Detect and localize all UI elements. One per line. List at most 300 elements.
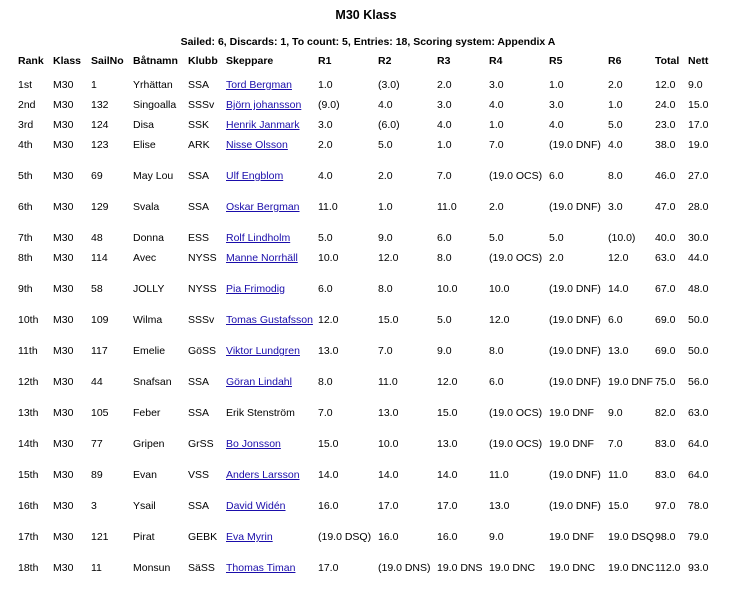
- cell-r4: 19.0 DNC: [489, 562, 536, 574]
- cell-sailno: 3: [91, 500, 97, 512]
- cell-r2: 1.0: [378, 201, 393, 213]
- skipper-link[interactable]: Eva Myrin: [226, 531, 273, 543]
- cell-r6: 14.0: [608, 283, 629, 295]
- cell-skipper: [226, 561, 318, 592]
- cell-nett: 63.0: [688, 407, 709, 419]
- cell-r4: 2.0: [489, 201, 504, 213]
- cell-sailno: 121: [91, 531, 109, 543]
- cell-club: ARK: [188, 139, 210, 151]
- cell-total: 40.0: [655, 232, 676, 244]
- skipper-link[interactable]: Pia Frimodig: [226, 283, 285, 295]
- page-title: M30 Klass: [335, 8, 397, 22]
- cell-boat: Feber: [133, 407, 161, 419]
- cell-skipper: Erik Stenström: [226, 407, 295, 419]
- cell-r3: 9.0: [437, 345, 452, 357]
- cell-r3: 17.0: [437, 500, 458, 512]
- cell-boat: Ysail: [133, 500, 156, 512]
- cell-club: NYSS: [188, 252, 217, 264]
- cell-nett: 9.0: [688, 79, 703, 91]
- cell-klass: M30: [53, 283, 74, 295]
- cell-total: 69.0: [655, 314, 676, 326]
- cell-r2: 9.0: [378, 232, 393, 244]
- cell-club: SSA: [188, 376, 210, 388]
- cell-skipper: [226, 437, 318, 468]
- cell-skipper: [226, 200, 318, 231]
- cell-r1: 7.0: [318, 407, 333, 419]
- cell-klass: M30: [53, 79, 74, 91]
- cell-r6: 6.0: [608, 314, 623, 326]
- cell-rank: 15th: [18, 469, 39, 481]
- cell-club: NYSS: [188, 283, 217, 295]
- cell-r6: 13.0: [608, 345, 629, 357]
- cell-nett: 15.0: [688, 99, 709, 111]
- cell-r3: 7.0: [437, 170, 452, 182]
- cell-nett: 78.0: [688, 500, 709, 512]
- cell-club: SSK: [188, 119, 210, 131]
- column-header-rank: Rank: [18, 55, 44, 67]
- cell-skipper: [226, 530, 318, 561]
- cell-r1: 2.0: [318, 139, 333, 151]
- cell-sailno: 48: [91, 232, 103, 244]
- cell-total: 24.0: [655, 99, 676, 111]
- series-summary: Sailed: 6, Discards: 1, To count: 5, Entries: 18, Scoring system: Appendix A: [180, 36, 556, 48]
- cell-r4: 9.0: [489, 531, 504, 543]
- skipper-link[interactable]: Oskar Bergman: [226, 201, 300, 213]
- cell-sailno: 89: [91, 469, 103, 481]
- column-header-r5: R5: [549, 55, 563, 67]
- cell-r2: 11.0: [378, 376, 398, 388]
- cell-sailno: 123: [91, 139, 109, 151]
- cell-r2: 15.0: [378, 314, 399, 326]
- cell-nett: 79.0: [688, 531, 709, 543]
- cell-rank: 7th: [18, 232, 33, 244]
- cell-klass: M30: [53, 232, 74, 244]
- cell-r4: 6.0: [489, 376, 504, 388]
- cell-skipper: [226, 313, 318, 344]
- cell-sailno: 69: [91, 170, 103, 182]
- column-header-r6: R6: [608, 55, 622, 67]
- cell-total: 12.0: [655, 79, 676, 91]
- cell-skipper: [226, 98, 318, 118]
- cell-r2: 14.0: [378, 469, 399, 481]
- cell-r1: 3.0: [318, 119, 333, 131]
- cell-nett: 44.0: [688, 252, 709, 264]
- cell-klass: M30: [53, 345, 74, 357]
- cell-club: SSSv: [188, 314, 215, 326]
- table-row: [18, 468, 722, 499]
- cell-rank: 17th: [18, 531, 39, 543]
- table-row: [18, 78, 722, 98]
- cell-club: ESS: [188, 232, 210, 244]
- cell-nett: 30.0: [688, 232, 709, 244]
- results-body: [18, 78, 722, 592]
- cell-klass: M30: [53, 99, 74, 111]
- cell-r2: 5.0: [378, 139, 393, 151]
- cell-rank: 11th: [18, 345, 38, 357]
- cell-r4: 1.0: [489, 119, 504, 131]
- cell-boat: Snafsan: [133, 376, 172, 388]
- cell-klass: M30: [53, 139, 74, 151]
- cell-club: GöSS: [188, 345, 217, 357]
- cell-total: 97.0: [655, 500, 676, 512]
- cell-r4: 4.0: [489, 99, 504, 111]
- cell-club: SSA: [188, 170, 210, 182]
- cell-r6: 12.0: [608, 252, 629, 264]
- cell-r1: 12.0: [318, 314, 339, 326]
- cell-sailno: 1: [91, 79, 97, 91]
- cell-total: 83.0: [655, 469, 676, 481]
- cell-r3: 12.0: [437, 376, 458, 388]
- cell-r3: 16.0: [437, 531, 458, 543]
- cell-r1: 4.0: [318, 170, 333, 182]
- cell-r1: 10.0: [318, 252, 339, 264]
- cell-r1: 17.0: [318, 562, 339, 574]
- skipper-link[interactable]: Tord Bergman: [226, 79, 292, 91]
- cell-r4: (19.0 OCS): [489, 170, 543, 182]
- cell-r1: (9.0): [318, 99, 340, 111]
- column-header-r2: R2: [378, 55, 392, 67]
- table-row: [18, 561, 722, 592]
- column-header-r4: R4: [489, 55, 503, 67]
- cell-rank: 6th: [18, 201, 33, 213]
- cell-nett: 27.0: [688, 170, 709, 182]
- cell-boat: Pirat: [133, 531, 155, 543]
- cell-r4: 10.0: [489, 283, 510, 295]
- cell-r5: 1.0: [549, 79, 564, 91]
- cell-boat: JOLLY: [133, 283, 165, 295]
- cell-r6: 15.0: [608, 500, 629, 512]
- cell-r3: 1.0: [437, 139, 452, 151]
- cell-r6: 9.0: [608, 407, 623, 419]
- cell-boat: Emelie: [133, 345, 166, 357]
- cell-r5: (19.0 DNF): [549, 376, 601, 388]
- cell-r2: (19.0 DNS): [378, 562, 431, 574]
- cell-sailno: 114: [91, 252, 108, 264]
- cell-total: 112.0: [655, 562, 681, 574]
- cell-r6: 3.0: [608, 201, 623, 213]
- cell-klass: M30: [53, 119, 74, 131]
- cell-nett: 64.0: [688, 438, 709, 450]
- cell-boat: Avec: [133, 252, 157, 264]
- cell-r5: (19.0 DNF): [549, 139, 601, 151]
- skipper-link[interactable]: Manne Norrhäll: [226, 252, 298, 264]
- cell-total: 47.0: [655, 201, 676, 213]
- cell-boat: Evan: [133, 469, 157, 481]
- skipper-link[interactable]: Göran Lindahl: [226, 376, 292, 388]
- table-row: [18, 231, 722, 251]
- cell-r1: (19.0 DSQ): [318, 531, 372, 543]
- cell-skipper: [226, 499, 318, 530]
- cell-r3: 5.0: [437, 314, 452, 326]
- cell-r4: 3.0: [489, 79, 504, 91]
- cell-r2: 2.0: [378, 170, 393, 182]
- cell-r3: 13.0: [437, 438, 458, 450]
- skipper-link[interactable]: Tomas Gustafsson: [226, 314, 313, 326]
- cell-skipper: [226, 118, 318, 138]
- cell-sailno: 124: [91, 119, 109, 131]
- cell-r4: 13.0: [489, 500, 510, 512]
- cell-r4: (19.0 OCS): [489, 438, 543, 450]
- column-header-skipper: Skeppare: [226, 55, 274, 67]
- cell-rank: 18th: [18, 562, 39, 574]
- cell-klass: M30: [53, 252, 74, 264]
- cell-r2: 8.0: [378, 283, 393, 295]
- skipper-link[interactable]: Viktor Lundgren: [226, 345, 300, 357]
- cell-r4: 12.0: [489, 314, 510, 326]
- cell-total: 23.0: [655, 119, 676, 131]
- cell-r5: (19.0 DNF): [549, 314, 601, 326]
- cell-total: 75.0: [655, 376, 676, 388]
- cell-total: 38.0: [655, 139, 676, 151]
- cell-club: GrSS: [188, 438, 214, 450]
- cell-nett: 56.0: [688, 376, 709, 388]
- cell-sailno: 129: [91, 201, 109, 213]
- column-header-club: Klubb: [188, 55, 218, 67]
- cell-klass: M30: [53, 438, 74, 450]
- skipper-link[interactable]: Henrik Janmark: [226, 119, 300, 131]
- cell-boat: Svala: [133, 201, 160, 213]
- column-header-klass: Klass: [53, 55, 82, 67]
- skipper-link[interactable]: David Widén: [226, 500, 286, 512]
- cell-club: SSA: [188, 201, 210, 213]
- cell-rank: 12th: [18, 376, 39, 388]
- table-row: [18, 169, 722, 200]
- cell-klass: M30: [53, 500, 74, 512]
- column-header-r1: R1: [318, 55, 332, 67]
- cell-r1: 5.0: [318, 232, 333, 244]
- cell-r4: 8.0: [489, 345, 504, 357]
- cell-r5: 19.0 DNF: [549, 407, 594, 419]
- table-row: [18, 282, 722, 313]
- cell-nett: 19.0: [688, 139, 709, 151]
- cell-rank: 5th: [18, 170, 33, 182]
- cell-nett: 50.0: [688, 345, 709, 357]
- cell-skipper: [226, 78, 318, 98]
- cell-klass: M30: [53, 562, 74, 574]
- cell-rank: 16th: [18, 500, 39, 512]
- cell-r3: 11.0: [437, 201, 457, 213]
- cell-r2: (3.0): [378, 79, 400, 91]
- cell-total: 63.0: [655, 252, 676, 264]
- cell-skipper: [226, 231, 318, 251]
- cell-r5: (19.0 DNF): [549, 345, 601, 357]
- cell-total: 46.0: [655, 170, 676, 182]
- table-row: [18, 406, 722, 437]
- cell-r3: 15.0: [437, 407, 458, 419]
- cell-club: SSA: [188, 407, 210, 419]
- cell-r1: 13.0: [318, 345, 339, 357]
- cell-rank: 9th: [18, 283, 33, 295]
- cell-boat: Yrhättan: [133, 79, 173, 91]
- table-row: [18, 375, 722, 406]
- cell-total: 67.0: [655, 283, 676, 295]
- cell-r2: 7.0: [378, 345, 393, 357]
- cell-klass: M30: [53, 314, 74, 326]
- cell-rank: 8th: [18, 252, 33, 264]
- cell-r5: 4.0: [549, 119, 564, 131]
- cell-r2: 4.0: [378, 99, 393, 111]
- cell-nett: 28.0: [688, 201, 709, 213]
- skipper-link[interactable]: Rolf Lindholm: [226, 232, 291, 244]
- cell-r6: 7.0: [608, 438, 623, 450]
- cell-r3: 3.0: [437, 99, 452, 111]
- cell-rank: 1st: [18, 79, 33, 91]
- cell-r4: 11.0: [489, 469, 509, 481]
- cell-klass: M30: [53, 531, 74, 543]
- column-header-boat: Båtnamn: [133, 55, 178, 67]
- cell-sailno: 109: [91, 314, 109, 326]
- cell-r5: (19.0 DNF): [549, 283, 601, 295]
- cell-boat: Singoalla: [133, 99, 177, 111]
- table-row: [18, 98, 722, 118]
- table-row: [18, 138, 722, 169]
- cell-r5: 19.0 DNC: [549, 562, 596, 574]
- cell-skipper: [226, 169, 318, 200]
- cell-klass: M30: [53, 469, 74, 481]
- cell-r5: 2.0: [549, 252, 564, 264]
- cell-nett: 64.0: [688, 469, 709, 481]
- cell-r2: (6.0): [378, 119, 400, 131]
- cell-r6: 4.0: [608, 139, 623, 151]
- cell-sailno: 58: [91, 283, 103, 295]
- cell-sailno: 11: [91, 562, 102, 574]
- cell-r5: (19.0 DNF): [549, 500, 601, 512]
- cell-klass: M30: [53, 170, 74, 182]
- table-row: [18, 118, 722, 138]
- cell-r3: 19.0 DNS: [437, 562, 483, 574]
- cell-r2: 16.0: [378, 531, 399, 543]
- cell-club: SSSv: [188, 99, 215, 111]
- cell-skipper: [226, 344, 318, 375]
- cell-r2: 12.0: [378, 252, 399, 264]
- cell-club: SäSS: [188, 562, 215, 574]
- cell-skipper: [226, 375, 318, 406]
- cell-boat: Elise: [133, 139, 156, 151]
- table-row: [18, 200, 722, 231]
- table-row: [18, 344, 722, 375]
- table-row: [18, 499, 722, 530]
- cell-total: 98.0: [655, 531, 676, 543]
- skipper-link[interactable]: Thomas Timan: [226, 562, 296, 574]
- cell-skipper: [226, 138, 318, 169]
- cell-r1: 6.0: [318, 283, 333, 295]
- cell-r3: 2.0: [437, 79, 452, 91]
- cell-r1: 8.0: [318, 376, 333, 388]
- cell-rank: 3rd: [18, 119, 34, 131]
- cell-skipper: [226, 251, 318, 282]
- cell-boat: Donna: [133, 232, 164, 244]
- cell-r5: 5.0: [549, 232, 564, 244]
- cell-r3: 4.0: [437, 119, 452, 131]
- cell-boat: Gripen: [133, 438, 165, 450]
- skipper-link[interactable]: Bo Jonsson: [226, 438, 281, 450]
- cell-r2: 17.0: [378, 500, 399, 512]
- cell-rank: 4th: [18, 139, 33, 151]
- cell-r6: 19.0 DNF: [608, 376, 653, 388]
- cell-r3: 10.0: [437, 283, 458, 295]
- cell-klass: M30: [53, 407, 74, 419]
- cell-nett: 48.0: [688, 283, 709, 295]
- cell-club: SSA: [188, 79, 210, 91]
- table-row: [18, 530, 722, 561]
- cell-boat: Wilma: [133, 314, 163, 326]
- cell-sailno: 132: [91, 99, 109, 111]
- cell-boat: Monsun: [133, 562, 171, 574]
- cell-r1: 1.0: [318, 79, 333, 91]
- cell-r1: 11.0: [318, 201, 338, 213]
- cell-rank: 14th: [18, 438, 39, 450]
- cell-r5: 19.0 DNF: [549, 438, 594, 450]
- cell-r3: 6.0: [437, 232, 452, 244]
- cell-r6: 11.0: [608, 469, 628, 481]
- cell-r2: 10.0: [378, 438, 399, 450]
- cell-sailno: 117: [91, 345, 108, 357]
- cell-boat: Disa: [133, 119, 155, 131]
- cell-club: SSA: [188, 500, 210, 512]
- cell-sailno: 44: [91, 376, 103, 388]
- table-row: [18, 251, 722, 282]
- cell-r2: 13.0: [378, 407, 399, 419]
- column-header-total: Total: [655, 55, 680, 67]
- cell-total: 82.0: [655, 407, 676, 419]
- column-header-r3: R3: [437, 55, 451, 67]
- cell-r6: 5.0: [608, 119, 623, 131]
- skipper-link[interactable]: Ulf Engblom: [226, 170, 284, 182]
- cell-nett: 17.0: [688, 119, 709, 131]
- cell-club: VSS: [188, 469, 210, 481]
- cell-r5: (19.0 DNF): [549, 469, 601, 481]
- cell-klass: M30: [53, 201, 74, 213]
- cell-klass: M30: [53, 376, 74, 388]
- cell-r4: (19.0 OCS): [489, 407, 543, 419]
- skipper-link[interactable]: Björn johansson: [226, 99, 302, 111]
- cell-skipper: [226, 282, 318, 313]
- cell-r6: 19.0 DSQ: [608, 531, 655, 543]
- cell-boat: May Lou: [133, 170, 174, 182]
- cell-r3: 14.0: [437, 469, 458, 481]
- cell-r4: (19.0 OCS): [489, 252, 543, 264]
- cell-nett: 50.0: [688, 314, 709, 326]
- cell-rank: 2nd: [18, 99, 36, 111]
- column-header-sailno: SailNo: [91, 55, 124, 67]
- table-row: [18, 313, 722, 344]
- cell-r6: 19.0 DNC: [608, 562, 655, 574]
- cell-r1: 15.0: [318, 438, 339, 450]
- skipper-link[interactable]: Nisse Olsson: [226, 139, 288, 151]
- cell-total: 83.0: [655, 438, 676, 450]
- cell-total: 69.0: [655, 345, 676, 357]
- cell-nett: 93.0: [688, 562, 709, 574]
- cell-club: GEBK: [188, 531, 218, 543]
- cell-sailno: 77: [91, 438, 103, 450]
- cell-rank: 13th: [18, 407, 39, 419]
- table-row: [18, 437, 722, 468]
- cell-r4: 5.0: [489, 232, 504, 244]
- cell-r3: 8.0: [437, 252, 452, 264]
- cell-sailno: 105: [91, 407, 109, 419]
- results-table: [18, 56, 722, 592]
- skipper-link[interactable]: Anders Larsson: [226, 469, 300, 481]
- cell-r6: 1.0: [608, 99, 623, 111]
- column-header-nett: Nett: [688, 55, 709, 67]
- cell-skipper: [226, 468, 318, 499]
- cell-rank: 10th: [18, 314, 39, 326]
- cell-r6: 8.0: [608, 170, 623, 182]
- cell-r6: (10.0): [608, 232, 636, 244]
- cell-r4: 7.0: [489, 139, 504, 151]
- cell-r5: (19.0 DNF): [549, 201, 601, 213]
- cell-r6: 2.0: [608, 79, 623, 91]
